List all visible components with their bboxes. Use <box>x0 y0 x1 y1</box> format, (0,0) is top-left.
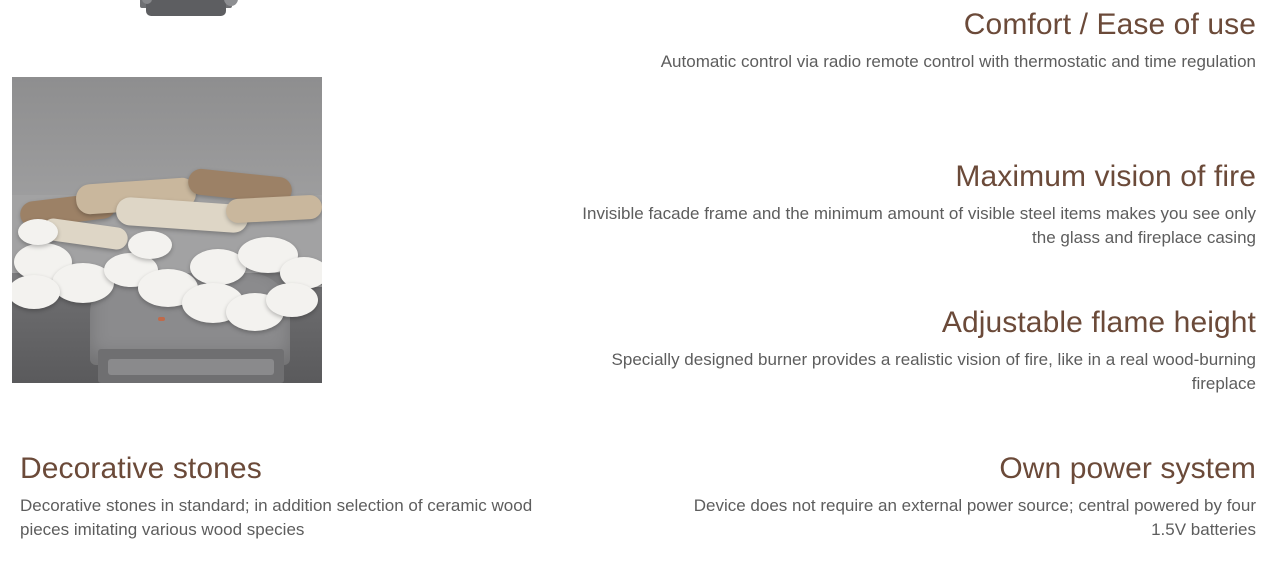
feature-text: Invisible facade frame and the minimum amount of visible steel items makes you see only the glass and fireplace casing <box>582 203 1256 248</box>
burner-indicator-light <box>158 317 165 321</box>
feature-block-flame-height <box>556 306 1256 397</box>
device-base-shape <box>146 0 226 16</box>
feature-heading: Decorative stones <box>20 452 262 485</box>
decorative-stone <box>18 219 58 245</box>
feature-block-comfort <box>556 8 1256 74</box>
feature-text: Automatic control via radio remote control with thermostatic and time regulation <box>660 51 1256 71</box>
feature-block-decorative-stones <box>20 452 580 543</box>
decorative-stone <box>128 231 172 259</box>
feature-block-vision <box>556 160 1256 251</box>
feature-heading: Comfort / Ease of use <box>963 8 1256 41</box>
ceramic-log-5 <box>225 195 322 224</box>
feature-block-power-system <box>660 452 1256 543</box>
burner-with-decorative-stones-photo <box>12 77 322 383</box>
feature-text: Specially designed burner provides a realistic vision of fire, like in a real wood-burning fireplace <box>611 349 1256 394</box>
feature-heading: Own power system <box>999 452 1256 485</box>
feature-heading: Adjustable flame height <box>941 306 1256 339</box>
feature-heading: Maximum vision of fire <box>955 160 1256 193</box>
decorative-stone <box>266 283 318 317</box>
burner-front-inset <box>108 359 274 375</box>
feature-text: Device does not require an external power source; central powered by four 1.5V batteries <box>693 495 1256 540</box>
feature-text: Decorative stones in standard; in addition selection of ceramic wood pieces imitating various wood species <box>20 495 533 540</box>
device-top-crop-image <box>140 0 250 24</box>
